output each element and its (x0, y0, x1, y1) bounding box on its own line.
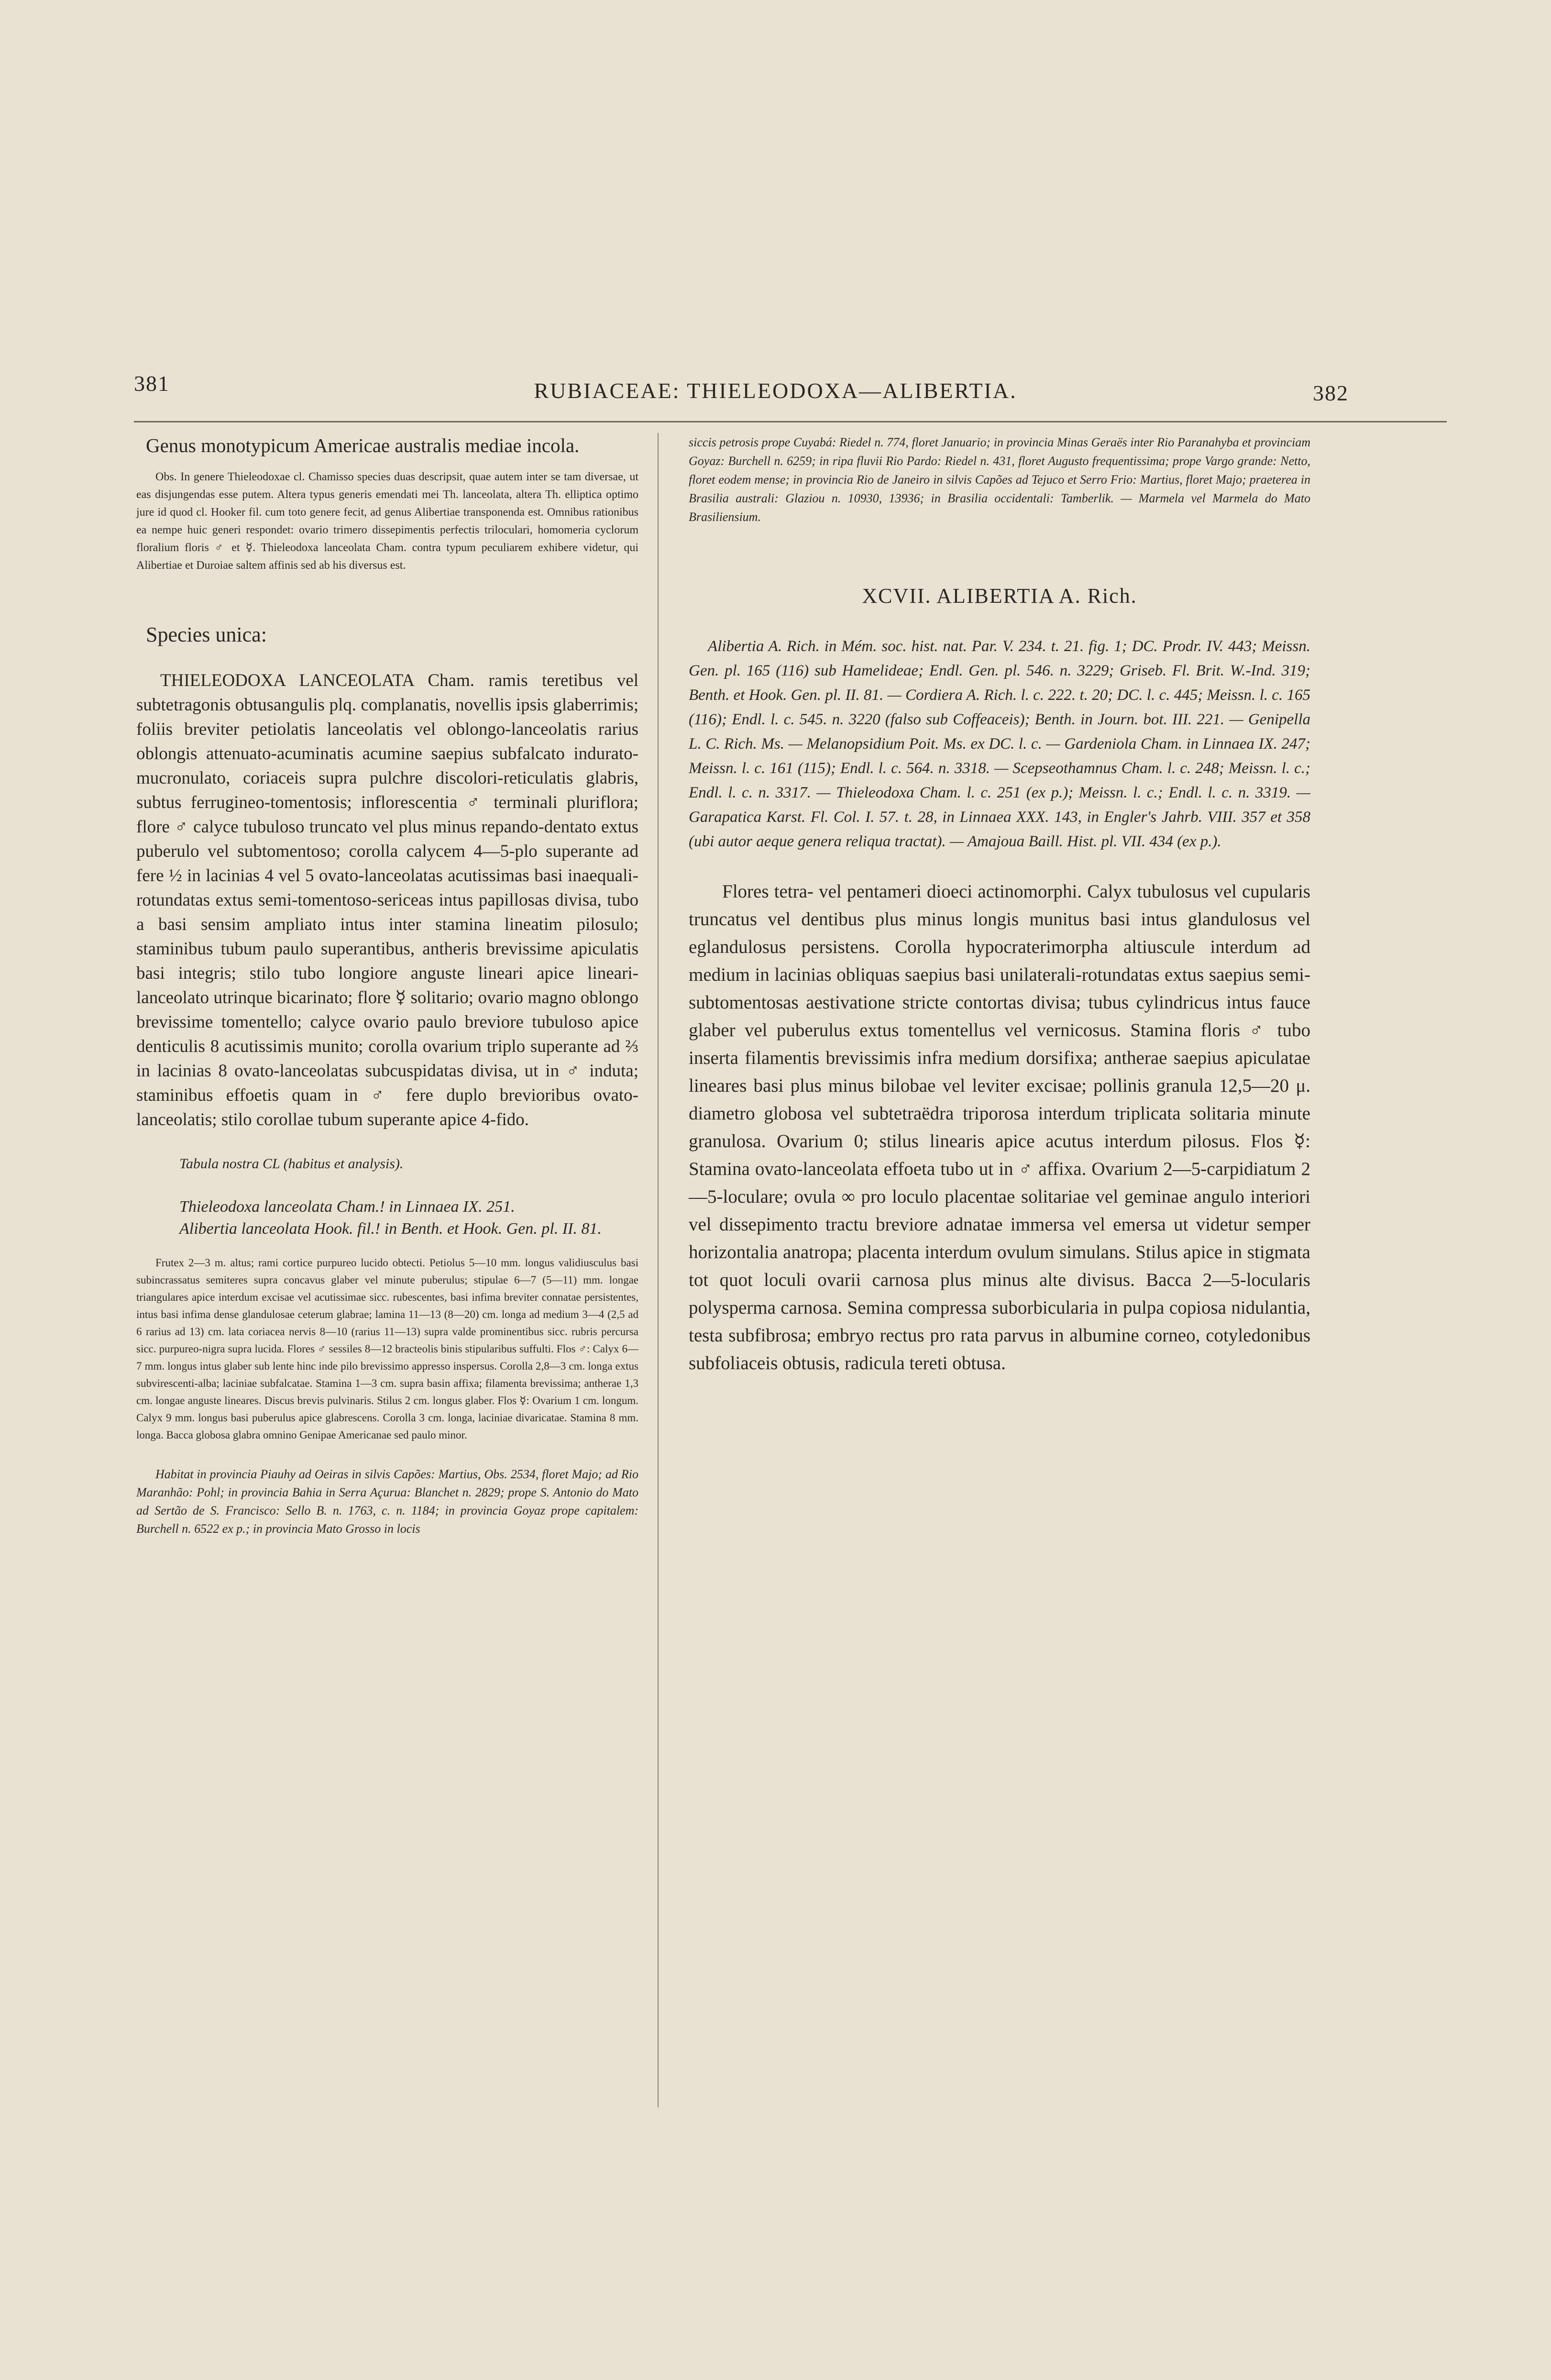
column-divider (658, 433, 659, 2107)
right-column (689, 433, 1310, 1377)
genus-synonymy: Alibertia A. Rich. in Mém. soc. hist. nat. Par. V. 234. t. 21. fig. 1; DC. Prodr. IV. 443; Meissn. Gen. pl. 165 (116) sub Hamelideae; Endl. Gen. pl. 546. n. 3229; Griseb. Fl. Brit. W.-Ind. 319; Benth. et Hook. Gen. pl. II. 81. — Cordiera A. Rich. l. c. 222. t. 20; DC. l. c. 445; Meissn. l. c. 165 (116); Endl. l. c. 545. n. 3220 (falso sub Coffeaceis); Benth. in Journ. bot. III. 221. — Genipella L. C. Rich. Ms. — Melanopsidium Poit. Ms. ex DC. l. c. — Gardeniola Cham. in Linnaea IX. 247; Meissn. l. c. 161 (115); Endl. l. c. 564. n. 3318. — Scepseothamnus Cham. l. c. 248; Meissn. l. c.; Endl. l. c. n. 3317. — Thieleodoxa Cham. l. c. 251 (ex p.); Meissn. l. c.; Endl. l. c. n. 3319. — Garapatica Karst. Fl. Col. I. 57. t. 28, in Linnaea XXX. 143, in Engler's Jahrb. VIII. 357 et 358 (ubi autor aeque genera reliqua tractat). — Amajoua Baill. Hist. pl. VII. 434 (ex p.). (689, 638, 1310, 850)
synonym-entry: Alibertia lanceolata Hook. fil.! in Benth. et Hook. Gen. pl. II. 81. (179, 1220, 602, 1238)
observation-paragraph: Obs. In genere Thieleodoxae cl. Chamisso species duas descripsit, quae autem inter se tam diversae, ut eas disjungendas esse putem. Altera typus generis emendati mei Th. lanceolata, altera Th. elliptica optimo jure id quod cl. Hooker fil. cum toto genere fecit, ad genus Alibertiae transponenda est. Omnibus rationibus ea nempe huic generi respondet: ovario trimero dissepimentis perfectis triloculari, homomeria cyclorum floralium floris ♂ et ☿. Thieleodoxa lanceolata Cham. contra typum peculiarem exhibere videtur, qui Alibertiae et Duroiae saltem affinis sed ab his diversus est. (136, 471, 638, 572)
genus-heading: XCVII. ALIBERTIA A. Rich. (862, 584, 1137, 608)
page-number-right: 382 (1313, 381, 1349, 405)
habitat-paragraph: Habitat in provincia Piauhy ad Oeiras in silvis Capões: Martius, Obs. 2534, floret Majo; ad Rio Maranhão: Pohl; in provincia Bahia in Serra Açurua: Blanchet n. 2829; prope S. Antonio do Mato ad Sertão de S. Francisco: Sello B. n. 1763, c. n. 1184; in provincia Goyaz prope capitalem: Burchell n. 6522 ex p.; in provincia Mato Grosso in locis (136, 1467, 638, 1536)
habitat-continuation: siccis petrosis prope Cuyabá: Riedel n. 774, floret Januario; in provincia Minas Geraës inter Rio Paranahyba et provinciam Goyaz: Burchell n. 6259; in ripa fluvii Rio Pardo: Riedel n. 431, floret Augusto frequentissima; prope Vargo grande: Netto, floret eodem mense; in provincia Rio de Janeiro in silvis Capões ad Tejuco et Serro Frio: Martius, floret Majo; praeterea in Brasilia australi: Glaziou n. 10930, 13936; in Brasilia occidentali: Tamberlik. — Marmela vel Marmela do Mato Brasiliensium. (689, 435, 1310, 524)
plate-reference: Tabula nostra CL (habitus et analysis). (179, 1156, 404, 1172)
species-heading: Species unica: (146, 623, 267, 646)
species-description: Frutex 2—3 m. altus; rami cortice purpureo lucido obtecti. Petiolus 5—10 mm. longus validiusculus basi subincrassatus semiteres supra concavus glaber vel minute puberulus; stipulae 6—7 (5—11) mm. longae triangulares apice interdum excisae vel acutissimae sicc. rubescentes, basi infima breviter connatae persistentes, intus basi infima dense glandulosae ceterum glabrae; lamina 11—13 (8—20) cm. longa ad medium 3—4 (2,5 ad 6 rarius ad 13) cm. lata coriacea nervis 8—10 (rarius 11—13) supra valde prominentibus sicc. rubris percursa sicc. purpureo-nigra supra lucida. Flores ♂ sessiles 8—12 bracteolis binis stipularibus suffulti. Flos ♂: Calyx 6—7 mm. longus intus glaber sub lente hinc inde pilo brevissimo appresso inspersus. Corolla 2,8—3 cm. longa extus subvirescenti-alba; laciniae subfalcatae. Stamina 1—3 cm. supra basin affixa; filamenta brevissima; antherae 1,3 cm. longae anguste lineares. Discus brevis pulvinaris. Stilus 2 cm. longus glaber. Flos ☿: Ovarium 1 cm. longum. Calyx 9 mm. longus basi puberulus apice glabrescens. Corolla 3 cm. longa, laciniae divaricatae. Stamina 8 mm. longa. Bacca globosa glabra omnino Genipae Americanae sed paulo minor. (136, 1257, 638, 1441)
synonym-entry: Thieleodoxa lanceolata Cham.! in Linnaea IX. 251. (179, 1198, 515, 1216)
header-rule (134, 421, 1447, 422)
running-title: RUBIACEAE: THIELEODOXA—ALIBERTIA. (534, 378, 1017, 403)
page-number-left: 381 (134, 371, 170, 396)
running-header (0, 371, 1551, 409)
synonym-list (136, 1196, 638, 1240)
species-diagnosis: THIELEODOXA LANCEOLATA Cham. ramis teretibus vel subtetragonis obtusangulis plq. complanatis, novellis ipsis glaberrimis; foliis breviter petiolatis lanceolatis vel oblongo-lanceolatis rarius oblongis attenuato-acuminatis acumine saepius subfalcato indurato-mucronulato, coriaceis supra pulchre discolori-reticulatis glabris, subtus ferrugineo-tomentosis; inflorescentia ♂ terminali pluriflora; flore ♂ calyce tubuloso truncato vel plus minus repando-dentato extus puberulo vel subtomentoso; corolla calycem 4—5-plo superante ad fere ½ in lacinias 4 vel 5 ovato-lanceolatas acutissimas basi inaequali-rotundatas extus semi-tomentoso-sericeas intus papillosas divisa, tubo a basi sensim ampliato intus inter stamina lineatim pilosulo; staminibus tubum paulo superantibus, antheris brevissime apiculatis basi integris; stilo tubo longiore anguste lineari apice lineari-lanceolato utrinque bicarinato; flore ☿ solitario; ovario magno oblongo brevissime tomentello; calyce ovario paulo breviore tubuloso apice denticulis 8 acutissimis munito; corolla ovarium triplo superante ad ⅔ in lacinias 8 ovato-lanceolatas subcuspidatas divisa, ut in ♂ induta; staminibus effoetis quam in ♂ fere duplo brevioribus ovato-lanceolatis; stilo corollae tubum superante apice 4-fido. (136, 671, 638, 1129)
genus-description: Flores tetra- vel pentameri dioeci actinomorphi. Calyx tubulosus vel cupularis truncatus vel dentibus plus minus longis munitus basi intus glandulosus vel eglandulosus persistens. Corolla hypocraterimorpha altiuscule interdum ad medium in lacinias obliquas saepius basi unilaterali-rotundatas extus saepius semi-subtomentosas aestivatione stricte contortas divisa; tubus cylindricus intus fauce glaber vel puberulus extus tomentellus vel vernicosus. Stamina floris ♂ tubo inserta filamentis brevissimis infra medium dorsifixa; antherae saepius apiculatae lineares basi plus minus bilobae vel leviter excisae; pollinis granula 12,5—20 μ. diametro globosa vel subtetraëdra triporosa interdum triplicata solitaria minute granulosa. Ovarium 0; stilus linearis apice acutus interdum pilosus. Flos ☿: Stamina ovato-lanceolata effoeta tubo ut in ♂ affixa. Ovarium 2—5-carpidiatum 2—5-loculare; ovula ∞ pro loculo placentae solitariae vel geminae angulo interiori vel dissepimento tractu breviore adnatae immersa vel emersa ut videtur semper horizontalia anatropa; placenta interdum ovulum simulans. Stilus apice in stigmata tot quot loculi ovarii carnosa plus minus alte divisus. Bacca 2—5-locularis polysperma carnosa. Semina compressa suborbicularia in pulpa copiosa nidulantia, testa subfibrosa; embryo rectus pro rata parvus in albumine corneo, cotyledonibus subfoliaceis obtusis, radicula tereti obtusa. (689, 881, 1310, 1373)
genus-intro: Genus monotypicum Americae australis mediae incola. (146, 434, 580, 456)
left-column (136, 433, 638, 1538)
